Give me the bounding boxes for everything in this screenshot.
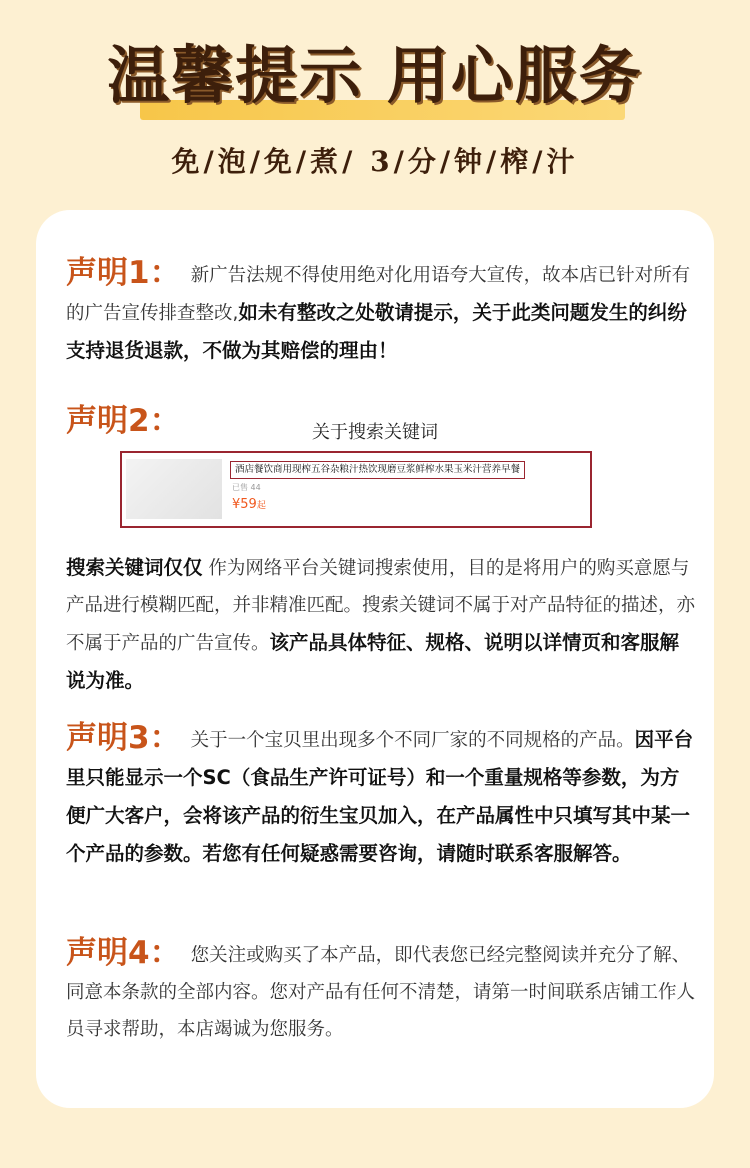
page-subtitle: 免/泡/免/煮/ 3/分/钟/榨/汁 xyxy=(171,145,579,178)
declaration-2 xyxy=(66,549,696,700)
search-result-screenshot xyxy=(120,451,592,528)
declaration-1-bold: 如未有整改之处敬请提示，关于此类问题发生的纠纷支持退货退款，不做为其赔偿的理由！ xyxy=(66,301,687,362)
declaration-1-text: 新广告法规不得使用绝对化用语夸大宣传，故本店已针对所有的广告宣传排查整改, xyxy=(66,265,691,324)
product-price xyxy=(232,497,266,512)
declaration-2-bold: 该产品具体特征、规格、说明以详情页和客服解说为准。 xyxy=(66,631,680,692)
declaration-3-text: 关于一个宝贝里出现多个不同厂家的不同规格的产品。 xyxy=(190,730,635,751)
price-symbol: ¥ xyxy=(232,497,241,512)
declaration-4-text: 您关注或购买了本产品，即代表您已经完整阅读并充分了解、同意本条款的全部内容。您对产品有任何不清楚，请第一时间联系店铺工作人员寻求帮助，本店竭诚为您服务。 xyxy=(66,945,696,1040)
declaration-1-label: 声明1： xyxy=(66,255,181,291)
page-title: 温馨提示 用心服务 xyxy=(107,39,643,112)
product-sold-count: 已售 44 xyxy=(232,483,261,492)
notice-card xyxy=(36,210,714,1108)
price-suffix: 起 xyxy=(256,501,266,511)
product-name: 酒店餐饮商用现榨五谷杂粮汁热饮现磨豆浆鲜榨水果玉米汁营养早餐 xyxy=(230,461,525,479)
keyword-title: 关于搜索关键词 xyxy=(312,422,438,443)
declaration-3-label: 声明3： xyxy=(66,720,181,756)
declaration-2-label: 声明2： xyxy=(66,403,181,439)
declaration-1 xyxy=(66,255,696,370)
declaration-3-bold: 因平台里只能显示一个SC（食品生产许可证号）和一个重量规格等参数，为方便广大客户，会将该产品的衍生宝贝加入，在产品属性中只填写其中某一个产品的参数。若您有任何疑惑需要咨询，请随时联系客服解答。 xyxy=(66,728,694,865)
declaration-4-label: 声明4： xyxy=(66,935,181,971)
declaration-2-text: 作为网络平台关键词搜索使用，目的是将用户的购买意愿与产品进行模糊匹配，并非精准匹配。搜索关键词不属于对产品特征的描述，亦不属于产品的广告宣传。 xyxy=(66,558,696,654)
declaration-4 xyxy=(66,935,696,1048)
price-value: 59 xyxy=(240,497,257,512)
product-thumbnail xyxy=(126,459,222,519)
header xyxy=(0,0,750,200)
declaration-3 xyxy=(66,720,696,873)
declaration-2-bold-lead: 搜索关键词仅仅 xyxy=(66,556,203,579)
